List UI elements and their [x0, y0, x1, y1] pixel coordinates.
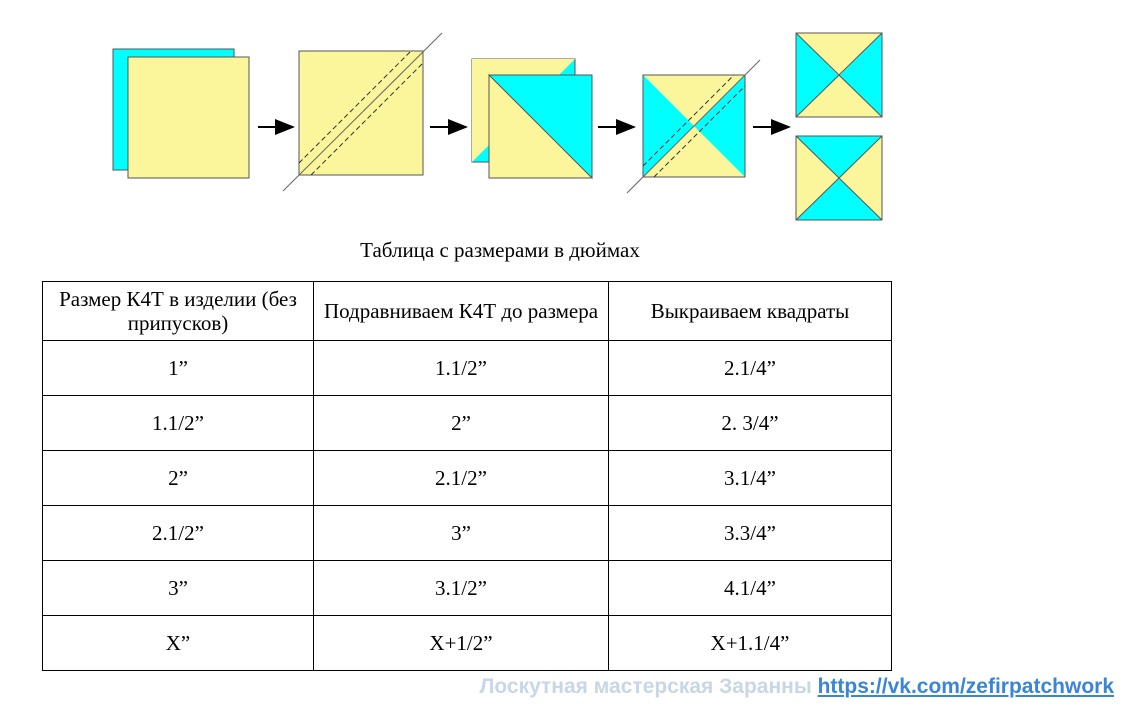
table-row [43, 506, 892, 561]
table-row [43, 396, 892, 451]
table-cell: 2. 3/4” [609, 396, 892, 451]
patchwork-diagram [0, 0, 1130, 230]
table-row [43, 616, 892, 671]
studio-name: Лоскутная мастерская Заранны [479, 675, 812, 698]
header-finished-size: Размер К4Т в изделии (без припусков) [43, 282, 314, 341]
table-cell: X+1.1/4” [609, 616, 892, 671]
table-row [43, 341, 892, 396]
table-cell: 1.1/2” [314, 341, 609, 396]
table-cell: 2.1/4” [609, 341, 892, 396]
table-cell: X” [43, 616, 314, 671]
footer-credit [480, 675, 1114, 699]
step-half-square-triangles [472, 59, 592, 178]
table-cell: 2.1/2” [43, 506, 314, 561]
table-cell: 1.1/2” [43, 396, 314, 451]
table-cell: 4.1/4” [609, 561, 892, 616]
table-cell: 3.1/2” [314, 561, 609, 616]
step-sewn-diagonal-hst [627, 60, 760, 193]
header-trim-size: Подравниваем К4Т до размера [314, 282, 609, 341]
table-cell: 3” [314, 506, 609, 561]
header-cut-squares: Выкраиваем квадраты [609, 282, 892, 341]
step-quarter-square-triangles [796, 33, 882, 220]
table-cell: 1” [43, 341, 314, 396]
table-cell: 2” [43, 451, 314, 506]
table-cell: 3.1/4” [609, 451, 892, 506]
table-caption: Таблица с размерами в дюймах [360, 238, 640, 262]
step-two-squares [113, 49, 249, 178]
table-row [43, 561, 892, 616]
table-header-row [43, 282, 892, 341]
table-cell: 2.1/2” [314, 451, 609, 506]
table-cell: 3.3/4” [609, 506, 892, 561]
sizes-table [42, 281, 892, 671]
table-cell: X+1/2” [314, 616, 609, 671]
table-cell: 2” [314, 396, 609, 451]
vk-link[interactable]: https://vk.com/zefirpatchwork [817, 675, 1114, 698]
table-cell: 3” [43, 561, 314, 616]
table-row [43, 451, 892, 506]
step-sewn-diagonal [283, 33, 442, 191]
